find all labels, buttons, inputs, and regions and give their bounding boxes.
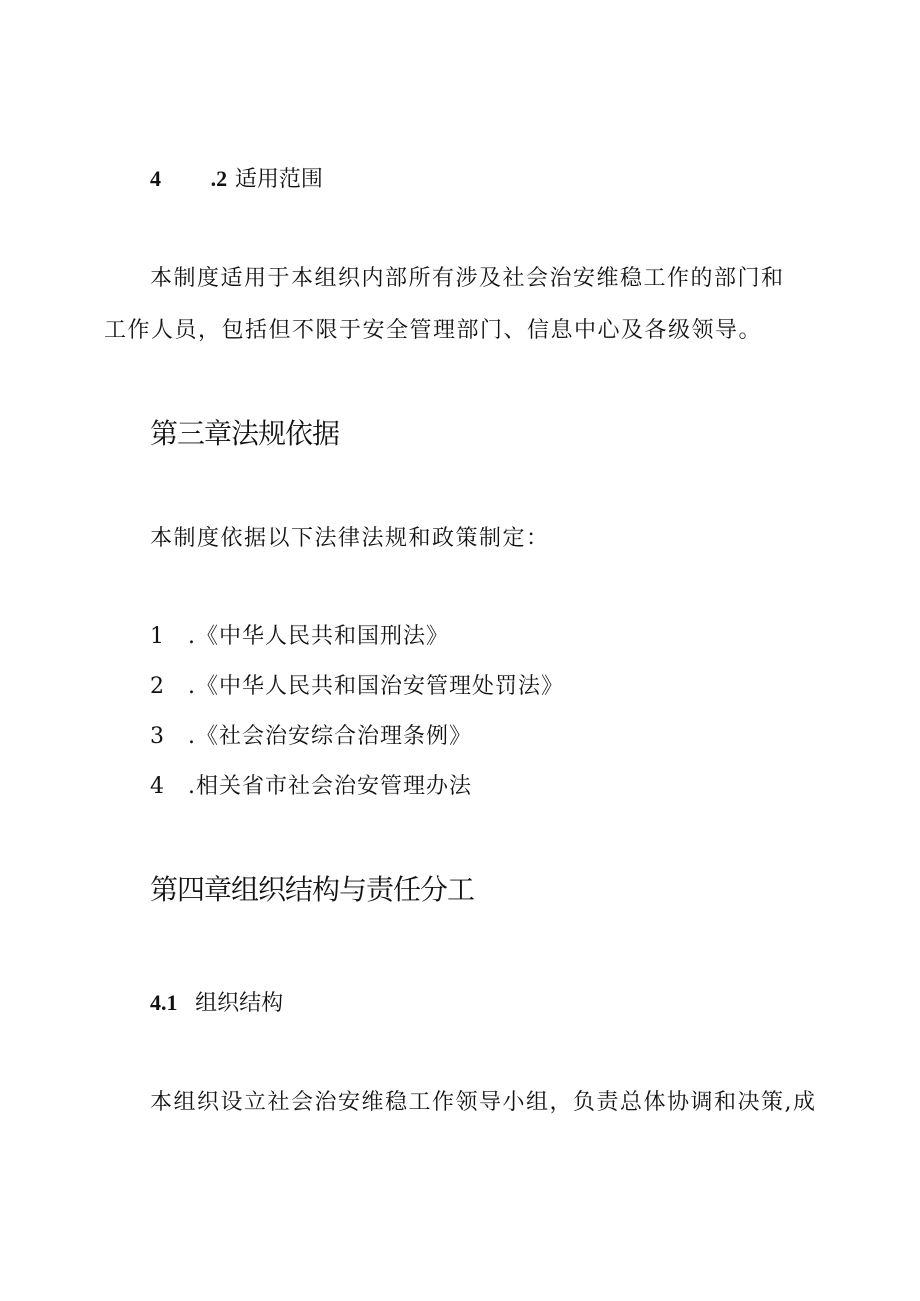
list-item-text: .《社会治安综合治理条例》 — [188, 724, 472, 749]
list-item-index: 3 — [150, 724, 165, 749]
list-item — [150, 626, 449, 648]
list-item-index: 4 — [150, 774, 165, 799]
section-number: 4.1 — [150, 990, 178, 1015]
section-number-major: 4 — [150, 166, 161, 191]
list-item — [150, 676, 564, 698]
org-paragraph-line-1: 本组织设立社会治安维稳工作领导小组，负责总体协调和决策,成 — [150, 1090, 817, 1115]
section-heading-4-2 — [150, 168, 323, 191]
basis-intro: 本制度依据以下法律法规和政策制定： — [150, 526, 550, 551]
section-number-minor: .2 — [210, 166, 228, 191]
list-item-text: .相关省市社会治安管理办法 — [188, 774, 472, 799]
chapter-3-title: 第三章法规依据 — [150, 417, 340, 450]
section-heading-4-1 — [150, 992, 283, 1015]
list-item-text: .《中华人民共和国刑法》 — [188, 624, 449, 649]
scope-paragraph-line-2: 工作人员，包括但不限于安全管理部门、信息中心及各级领导。 — [104, 318, 763, 343]
list-item — [150, 726, 472, 748]
section-title: 组织结构 — [195, 991, 284, 1016]
list-item-text: .《中华人民共和国治安管理处罚法》 — [188, 674, 564, 699]
list-item-index: 1 — [150, 624, 165, 649]
chapter-4-title: 第四章组织结构与责任分工 — [150, 873, 475, 906]
list-item — [150, 776, 472, 798]
list-item-index: 2 — [150, 674, 165, 699]
section-title: 适用范围 — [234, 167, 323, 192]
scope-paragraph-line-1: 本制度适用于本组织内部所有涉及社会治安维稳工作的部门和 — [150, 266, 785, 291]
